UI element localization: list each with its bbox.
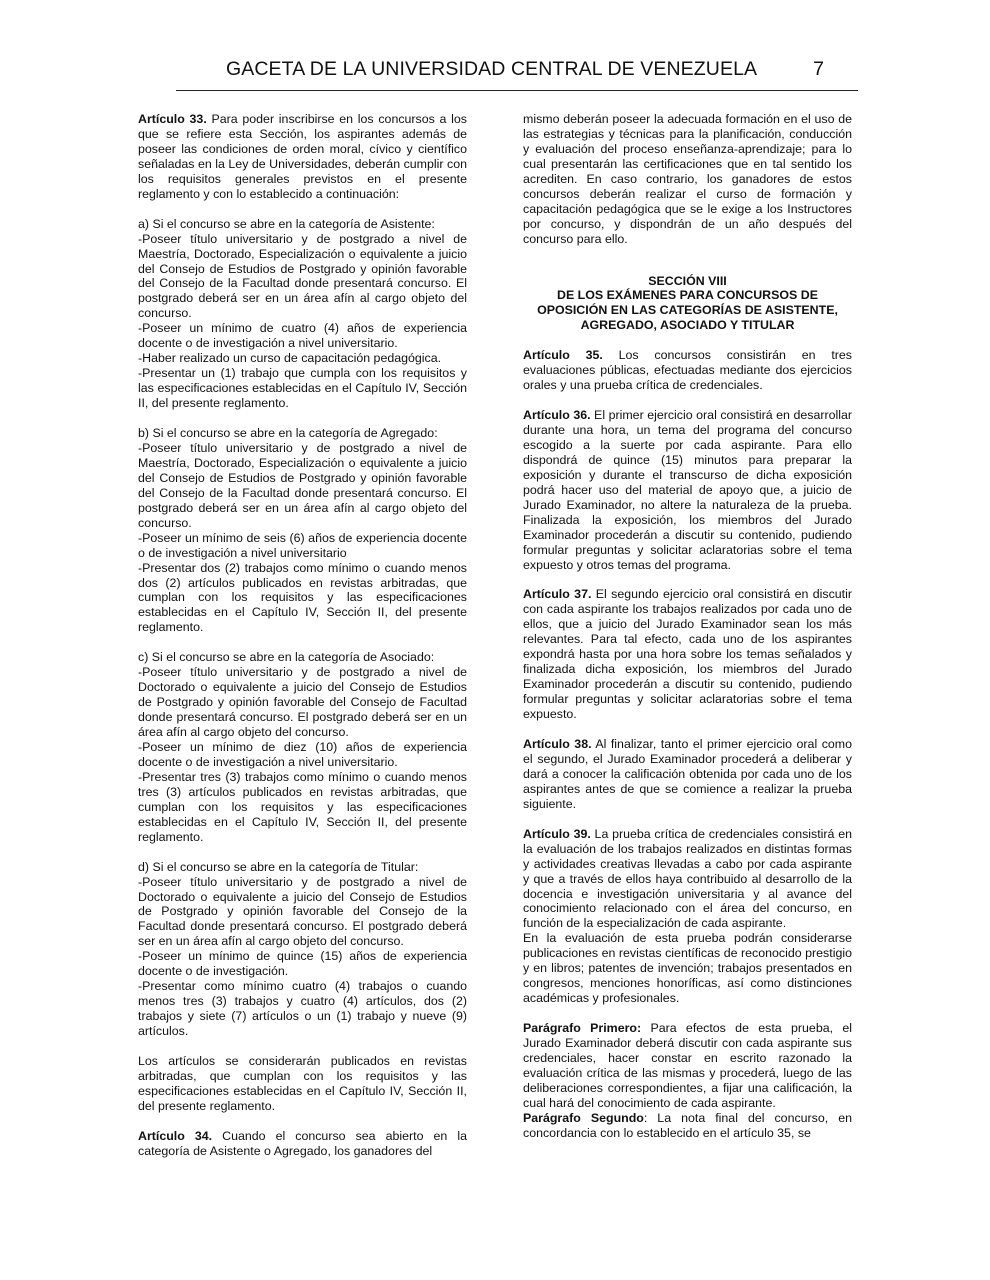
- article-label: Artículo 33.: [138, 112, 207, 126]
- paragraph-label: Parágrafo Segundo: [523, 1110, 644, 1125]
- section-title-line: AGREGADO, ASOCIADO Y TITULAR: [580, 318, 795, 333]
- section-heading: [523, 262, 852, 334]
- category-heading: c) Si el concurso se abre en la categoría de Asociado:: [138, 650, 435, 665]
- article-39-para-2: En la evaluación de esta prueba podrán considerarse publicaciones en revistas científicas de reconocido prestigio y en libros; patentes de invención; trabajos presentados en congresos, menciones honoríficas, así como distinciones académicas y profesionales.: [523, 931, 852, 1006]
- article-text: Para poder inscribirse en los concursos a los que se refiere esta Sección, los aspirantes además de poseer las condiciones de orden moral, cívico y científico señaladas en la Ley de Universidades, deberán cumplir con los requisitos generales previstos en el presente reglamento y con lo establecido a continuación:: [138, 112, 467, 201]
- paragraph-label: Parágrafo Primero:: [523, 1021, 642, 1036]
- article-label: Artículo 37.: [523, 587, 592, 602]
- article-38: [523, 737, 852, 812]
- article-label: Artículo 35.: [523, 348, 603, 363]
- requirement-item: -Poseer título universitario y de postgrado a nivel de Maestría, Doctorado, Especialización o equivalente a juicio del Consejo de Estudios de Postgrado y opinión favorable del Consejo de la Facultad donde presentará concurso. El postgrado deberá ser en un área afín al cargo objeto del concurso.: [138, 440, 467, 530]
- article-37: [523, 587, 852, 722]
- category-b-block: [138, 426, 467, 635]
- section-title-line: DE LOS EXÁMENES PARA CONCURSOS DE: [557, 288, 818, 303]
- category-heading: d) Si el concurso se abre en la categoría de Titular:: [138, 859, 419, 874]
- page-number: 7: [813, 58, 824, 80]
- requirement-item: -Presentar tres (3) trabajos como mínimo o cuando menos tres (3) artículos publicados en revistas arbitradas, que cumplan con los requisitos y las especificaciones establecidas en el Capítulo IV, Sección II, del presente reglamento.: [138, 769, 467, 844]
- article-text: El segundo ejercicio oral consistirá en discutir con cada aspirante los trabajos realizados por cada uno de ellos, que a juicio del Jurado Examinador sean los más relevantes. Para tal efecto, cada uno de los aspirantes expondrá hasta por una hora sobre los temas señalados y finalizada dicha exposición, los miembros del Jurado Examinador procederán a discutir su contenido, pudiendo formular preguntas y solicitar aclaratorias sobre el tema expuesto.: [523, 587, 852, 722]
- requirement-item: -Presentar como mínimo cuatro (4) trabajos o cuando menos tres (3) trabajos y cuatro (4) artículos, dos (2) trabajos y siete (7) artículos o un (1) trabajo y nueve (9) artículos.: [138, 979, 467, 1039]
- paragraph-text: Para efectos de esta prueba, el Jurado Examinador deberá discutir con cada aspirante sus credenciales, hacer constar en escrito razonado la evaluación crítica de las mismas y procederá, luego de las deliberaciones correspondientes, a fijar una calificación, la cual hará del conocimiento de cada aspirante.: [523, 1021, 852, 1110]
- requirement-item: -Poseer título universitario y de postgrado a nivel de Maestría, Doctorado, Especialización o equivalente a juicio del Consejo de Estudios de Postgrado y opinión favorable del Consejo de la Facultad donde presentará concurso. El postgrado deberá ser en un área afín al cargo objeto del concurso.: [138, 231, 467, 321]
- category-heading: a) Si el concurso se abre en la categoría de Asistente:: [138, 216, 435, 231]
- page-header: [138, 56, 858, 88]
- left-column: [138, 112, 467, 1159]
- article-36: [523, 408, 852, 572]
- gazette-title: GACETA DE LA UNIVERSIDAD CENTRAL DE VENEZUELA: [226, 58, 758, 80]
- paragraph-segundo: [523, 1111, 852, 1141]
- category-c-block: [138, 650, 467, 844]
- requirement-item: -Poseer un mínimo de quince (15) años de experiencia docente o de investigación.: [138, 949, 467, 979]
- article-33: [138, 112, 467, 202]
- requirement-item: -Poseer título universitario y de postgrado a nivel de Doctorado o equivalente a juicio del Consejo de Estudios de Postgrado y opinión favorable del Consejo de Facultad donde presentará concurso. El postgrado deberá ser en un área afín al cargo objeto del concurso.: [138, 665, 467, 740]
- category-d-block: [138, 860, 467, 1039]
- section-number: SECCIÓN VIII: [648, 273, 727, 288]
- article-34-continued: mismo deberán poseer la adecuada formación en el uso de las estrategias y técnicas para la planificación, conducción y evaluación del proceso enseñanza-aprendizaje; para lo cual presentarán las certificaciones que en tal sentido los acrediten. En caso contrario, los ganadores de estos concursos deberán realizar el curso de formación y capacitación pedagógica que se le exige a los Instructores por concurso, y dispondrán de un año después del concurso para ello.: [523, 112, 852, 246]
- article-text: Al finalizar, tanto el primer ejercicio oral como el segundo, el Jurado Examinador procederá a deliberar y dará a conocer la calificación obtenida por cada uno de los aspirantes antes de que se comience a realizar la prueba siguiente.: [523, 737, 852, 811]
- article-text: El primer ejercicio oral consistirá en desarrollar durante una hora, un tema del programa del concurso escogido a la suerte por cada aspirante. Para ello dispondrá de quince (15) minutos para preparar la exposición y durante el transcurso de dicha exposición podrá hacer uso del material de apoyo que, a juicio de Jurado Examinador, no altere la naturaleza de la prueba. Finalizada la exposición, los miembros del Jurado Examinador procederán a discutir su contenido, pudiendo formular preguntas y solicitar aclaratorias sobre el tema expuesto y otros temas del programa.: [523, 408, 852, 572]
- paragraph-primero: [523, 1021, 852, 1111]
- article-label: Artículo 34.: [138, 1128, 213, 1143]
- article-34: [138, 1129, 467, 1159]
- header-rule: [176, 90, 858, 91]
- article-text: Los concursos consistirán en tres evaluaciones públicas, efectuadas mediante dos ejercicios orales y una prueba crítica de credenciales.: [523, 348, 852, 393]
- article-label: Artículo 36.: [523, 408, 591, 423]
- requirement-item: -Presentar un (1) trabajo que cumpla con los requisitos y las especificaciones establecidas en el Capítulo IV, Sección II, del presente reglamento.: [138, 366, 467, 411]
- article-39-para: [523, 827, 852, 932]
- requirement-item: -Poseer un mínimo de cuatro (4) años de experiencia docente o de investigación a nivel universitario.: [138, 321, 467, 351]
- article-35: [523, 348, 852, 393]
- section-title-line: OPOSICIÓN EN LAS CATEGORÍAS DE ASISTENTE,: [537, 303, 838, 318]
- requirement-item: -Poseer un mínimo de seis (6) años de experiencia docente o de investigación a nivel universitario: [138, 530, 467, 560]
- article-label: Artículo 38.: [523, 737, 592, 751]
- requirement-item: -Poseer título universitario y de postgrado a nivel de Doctorado o equivalente a juicio del Consejo de Estudios de Postgrado y opinión favorable del Consejo de la Facultad donde presentará concurso. El postgrado deberá ser en un área afín al cargo objeto del concurso.: [138, 874, 467, 949]
- requirement-item: -Presentar dos (2) trabajos como mínimo o cuando menos dos (2) artículos publicados en revistas arbitradas, que cumplan con los requisitos y las especificaciones establecidas en el Capítulo IV, Sección II, del presente reglamento.: [138, 560, 467, 635]
- right-column: [523, 112, 852, 1141]
- category-heading: b) Si el concurso se abre en la categoría de Agregado:: [138, 425, 438, 440]
- requirement-item: -Poseer un mínimo de diez (10) años de experiencia docente o de investigación a nivel universitario.: [138, 739, 467, 769]
- paragraph-text: : La nota final del concurso, en concordancia con lo establecido en el artículo 35, se: [523, 1110, 852, 1140]
- articles-note: Los artículos se considerarán publicados en revistas arbitradas, que cumplan con los requisitos y las especificaciones establecidas en el Capítulo IV, Sección II, del presente reglamento.: [138, 1053, 467, 1113]
- article-text: La prueba crítica de credenciales consistirá en la evaluación de los trabajos realizados en distintas formas y actividades creativas llevadas a cabo por cada aspirante y que a través de ellos haya contribuido al desarrollo de la docencia e investigación universitaria y al avance del conocimiento relacionado con el área del concurso, en función de la especialización de cada aspirante.: [523, 826, 852, 931]
- article-label: Artículo 39.: [523, 826, 591, 841]
- article-39: [523, 827, 852, 1006]
- category-a-block: [138, 217, 467, 411]
- requirement-item: -Haber realizado un curso de capacitación pedagógica.: [138, 351, 442, 366]
- article-text: Cuando el concurso sea abierto en la categoría de Asistente o Agregado, los ganadores del: [138, 1128, 467, 1158]
